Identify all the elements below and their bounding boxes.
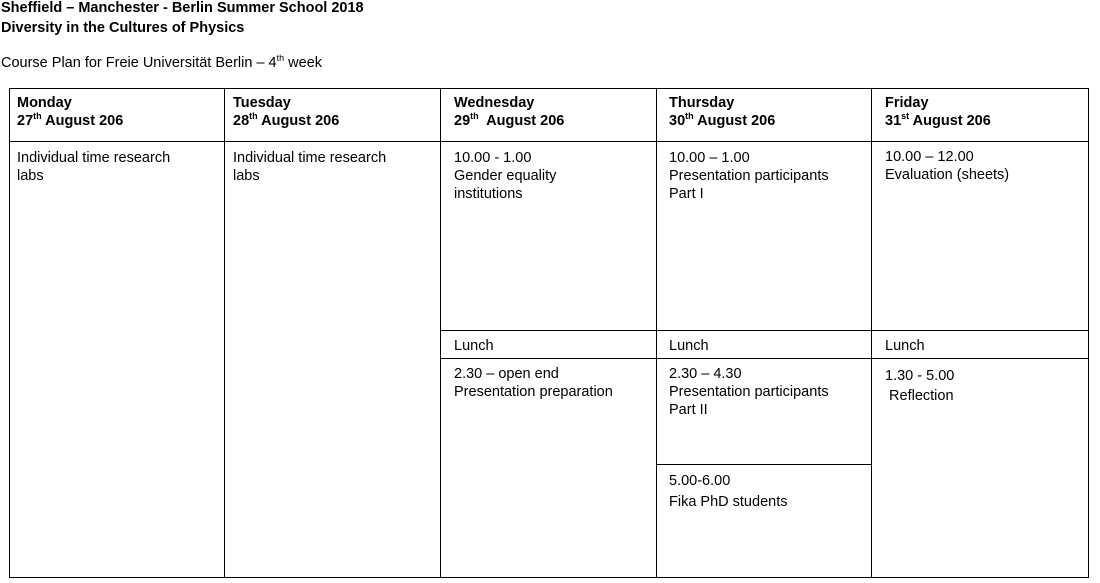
- column-divider-2: [440, 88, 441, 578]
- day-date: 29th August 206: [454, 111, 565, 129]
- thursday-evening: 5.00-6.00 Fika PhD students: [669, 473, 788, 510]
- friday-afternoon: 1.30 - 5.00 Reflection: [885, 368, 955, 404]
- lunch-divider-bottom: [440, 358, 1089, 359]
- caption-end: week: [284, 55, 323, 71]
- header-friday: [885, 94, 991, 130]
- header-tuesday: [233, 94, 339, 130]
- thursday-evening-divider: [656, 464, 872, 465]
- day-name: Friday: [885, 95, 929, 111]
- wednesday-lunch: Lunch: [454, 338, 494, 354]
- column-divider-4: [871, 88, 872, 578]
- header-thursday: [669, 94, 775, 130]
- table-border-right: [1088, 88, 1089, 578]
- header-wednesday: [454, 94, 564, 130]
- document-subtitle: Diversity in the Cultures of Physics: [1, 20, 245, 36]
- caption-superscript: th: [276, 53, 285, 64]
- wednesday-morning: 10.00 - 1.00 Gender equality institutions: [454, 150, 557, 202]
- wednesday-afternoon: 2.30 – open end Presentation preparation: [454, 366, 613, 400]
- document-title: Sheffield – Manchester - Berlin Summer School 2018: [1, 0, 364, 16]
- table-border-left: [9, 88, 10, 578]
- friday-lunch: Lunch: [885, 338, 925, 354]
- monday-activity: Individual time research labs: [17, 150, 171, 184]
- thursday-morning: 10.00 – 1.00 Presentation participants Part I: [669, 150, 829, 202]
- friday-morning: 10.00 – 12.00 Evaluation (sheets): [885, 149, 1010, 183]
- day-name: Thursday: [669, 95, 735, 111]
- tuesday-activity: Individual time research labs: [233, 150, 387, 184]
- day-date: 31st August 206: [885, 111, 991, 129]
- day-date: 27th August 206: [17, 111, 124, 129]
- column-divider-1: [224, 88, 225, 578]
- table-border-top: [9, 88, 1089, 89]
- day-date: 28th August 206: [233, 111, 340, 129]
- day-name: Tuesday: [233, 95, 291, 111]
- day-date: 30th August 206: [669, 111, 776, 129]
- table-border-bottom: [9, 577, 1089, 578]
- column-divider-3: [656, 88, 657, 578]
- caption-text: Course Plan for Freie Universität Berlin – 4: [1, 55, 277, 71]
- thursday-afternoon: 2.30 – 4.30 Presentation participants Part II: [669, 366, 829, 418]
- header-divider: [9, 141, 1089, 142]
- thursday-lunch: Lunch: [669, 338, 709, 354]
- day-name: Wednesday: [454, 95, 535, 111]
- header-monday: [17, 94, 123, 130]
- day-name: Monday: [17, 95, 72, 111]
- lunch-divider-top: [440, 330, 1089, 331]
